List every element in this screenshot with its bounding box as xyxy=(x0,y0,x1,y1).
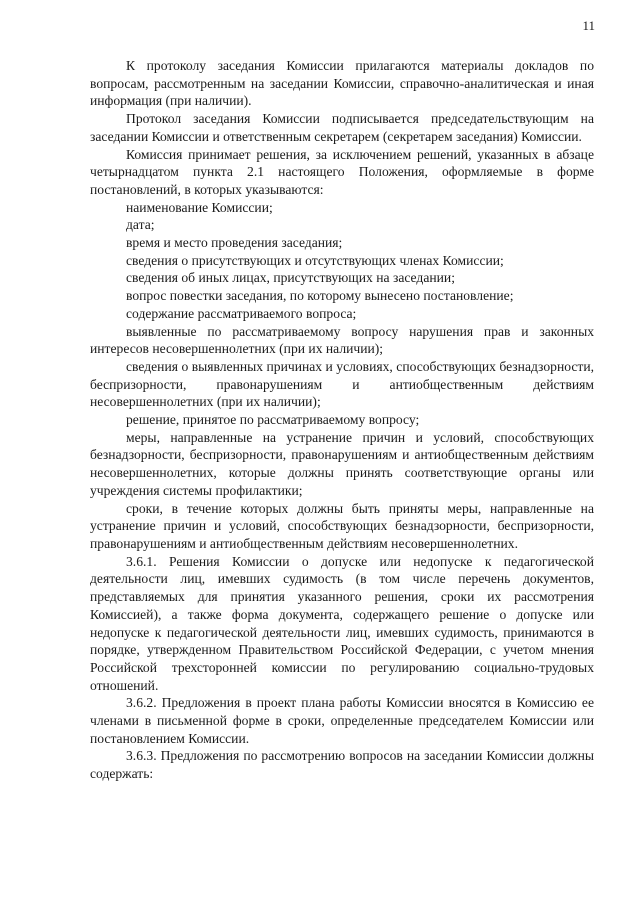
list-item: наименование Комиссии; xyxy=(126,199,273,215)
paragraph-3-6-3: 3.6.3. Предложения по рассмотрению вопросов на заседании Комиссии должны содержать: xyxy=(90,748,594,782)
list-item: сведения о присутствующих и отсутствующих членах Комиссии; xyxy=(126,252,504,268)
paragraph-protocol-signing: Протокол заседания Комиссии подписывается председательствующим на заседании Комиссии и ответственным секретарем (секретарем заседания) Комиссии. xyxy=(90,111,594,144)
list-item: решение, принятое по рассматриваемому вопросу; xyxy=(126,412,420,428)
list-item: сроки, в течение которых должны быть приняты меры, направленные на устранение причин и условий, способствующих безнадзорности, беспризорности, правонарушениям и антиобщественным действиям несовершеннолетних. xyxy=(90,500,594,551)
paragraph-3-6-2: 3.6.2. Предложения в проект плана работы Комиссии вносятся в Комиссию ее членами в письменной форме в сроки, определенные председателем Комиссии или постановлением Комиссии. xyxy=(90,695,594,746)
list-item: сведения об иных лицах, присутствующих на заседании; xyxy=(126,270,455,286)
list-item: меры, направленные на устранение причин и условий, способствующих безнадзорности, беспризорности, правонарушениям и антиобщественным действиям несовершеннолетних, которые должны принять соответствующие органы или учреждения системы профилактики; xyxy=(90,429,594,498)
list-item: дата; xyxy=(126,217,155,233)
list-item: сведения о выявленных причинах и условиях, способствующих безнадзорности, беспризорности, правонарушениям и антиобщественным действиям несовершеннолетних (при их наличии); xyxy=(90,358,594,410)
list-item: вопрос повестки заседания, по которому вынесено постановление; xyxy=(126,288,514,304)
page-number: 11 xyxy=(582,18,595,33)
paragraph-decisions-form: Комиссия принимает решения, за исключением решений, указанных в абзаце четырнадцатом пункта 2.1 настоящего Положения, оформляемые в форме постановлений, в которых указываются: xyxy=(90,146,594,197)
document-body xyxy=(90,57,594,783)
list-item: содержание рассматриваемого вопроса; xyxy=(126,305,357,321)
paragraph-3-6-1: 3.6.1. Решения Комиссии о допуске или недопуске к педагогической деятельности лиц, имевших судимость (в том числе перечень документов, представляемых для принятия указанного решения, сроки их рассмотрения Комиссией), а также форма документа, содержащего решение о допуске или недопуске к педагогической деятельности лиц, имевших судимость, принимаются в порядке, утвержденном Правительством Российской Федерации, с учетом мнения Российской трехсторонней комиссии по регулированию социально-трудовых отношений. xyxy=(90,553,594,693)
list-item: время и место проведения заседания; xyxy=(126,235,343,251)
list-item: выявленные по рассматриваемому вопросу нарушения прав и законных интересов несовершеннолетних (при их наличии); xyxy=(90,323,594,357)
paragraph-protocol-attachments: К протоколу заседания Комиссии прилагаются материалы докладов по вопросам, рассмотренным на заседании Комиссии, справочно-аналитическая и иная информация (при наличии). xyxy=(90,58,594,109)
